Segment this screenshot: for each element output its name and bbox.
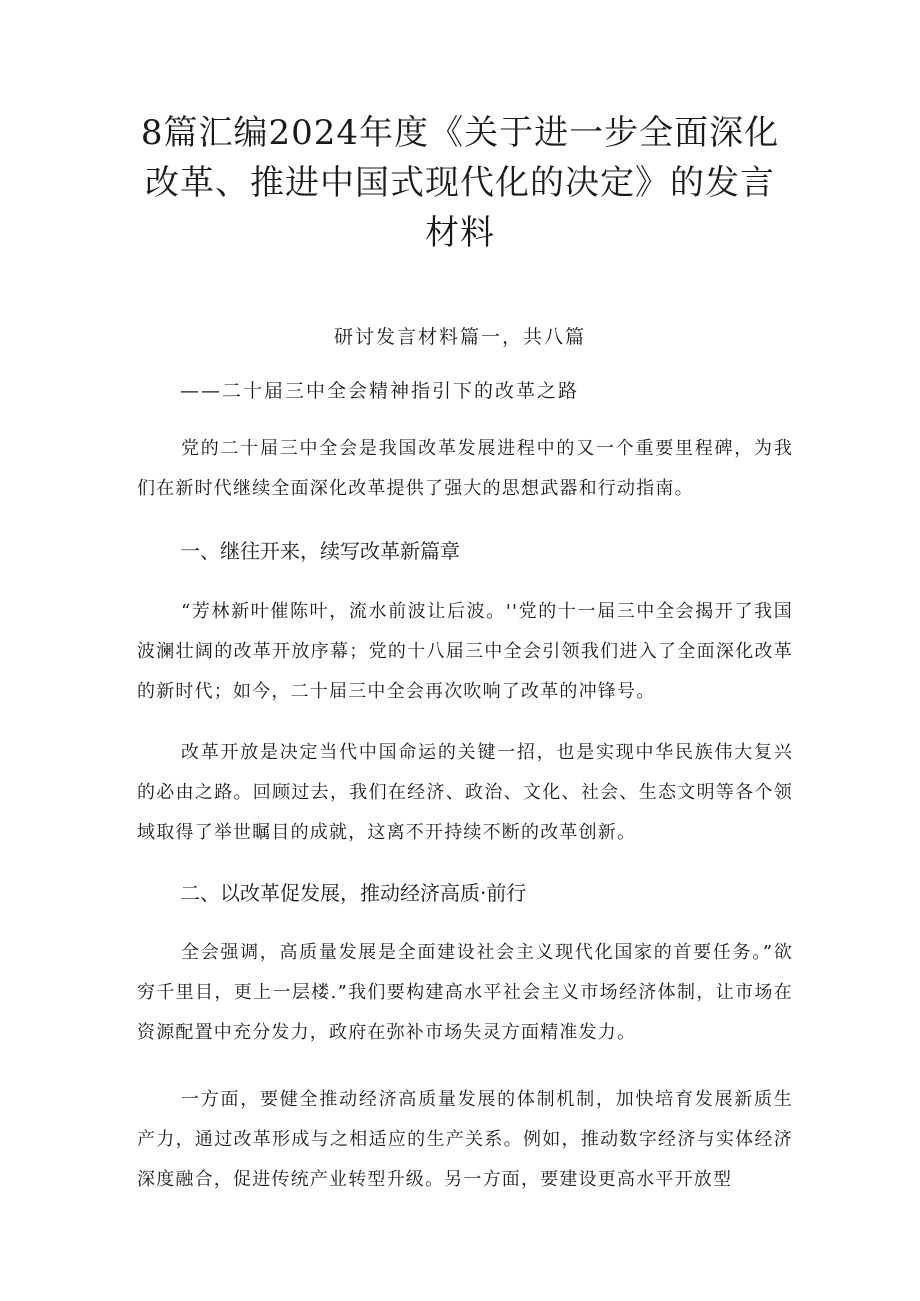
document-dash-line: ——二十届三中全会精神指引下的改革之路	[180, 380, 580, 402]
section2-paragraph-1: 全会强调，高质量发展是全面建设社会主义现代化国家的首要任务。”欲穷千里目，更上一层楼.”我们要构建高水平社会主义市场经济体制，让市场在资源配置中充分发力，政府在弥补市场失灵方面精准发力。	[137, 942, 793, 1043]
document-title: 8篇汇编2024年度《关于进一步全面深化改革、推进中国式现代化的决定》的发言材料	[140, 113, 780, 253]
section2-paragraph-2: 一方面，要健全推动经济高质量发展的体制机制，加快培育发展新质生产力，通过改革形成与之相适应的生产关系。例如，推动数字经济与实体经济深度融合，促进传统产业转型升级。另一方面，要建设更高水平开放型	[137, 1089, 793, 1190]
section2-heading: 二、以改革促发展，推动经济高质·前行	[180, 881, 527, 905]
section1-paragraph-1: “芳林新叶催陈叶，流水前波让后波。''党的十一届三中全会揭开了我国波澜壮阔的改革开放序幕；党的十八届三中全会引领我们进入了全面深化改革的新时代；如今，二十届三中全会再次吹响了改革的冲锋号。	[137, 601, 793, 702]
intro-paragraph: 党的二十届三中全会是我国改革发展进程中的又一个重要里程碑，为我们在新时代继续全面深化改革提供了强大的思想武器和行动指南。	[137, 438, 793, 499]
section1-paragraph-2: 改革开放是决定当代中国命运的关键一招，也是实现中华民族伟大复兴的必由之路。回顾过去，我们在经济、政治、文化、社会、生态文明等各个领域取得了举世瞩目的成就，这离不开持续不断的改革创新。	[137, 742, 793, 843]
section1-heading: 一、继往开来，续写改革新篇章	[180, 539, 460, 563]
document-subtitle: 研讨发言材料篇一，共八篇	[333, 326, 586, 348]
